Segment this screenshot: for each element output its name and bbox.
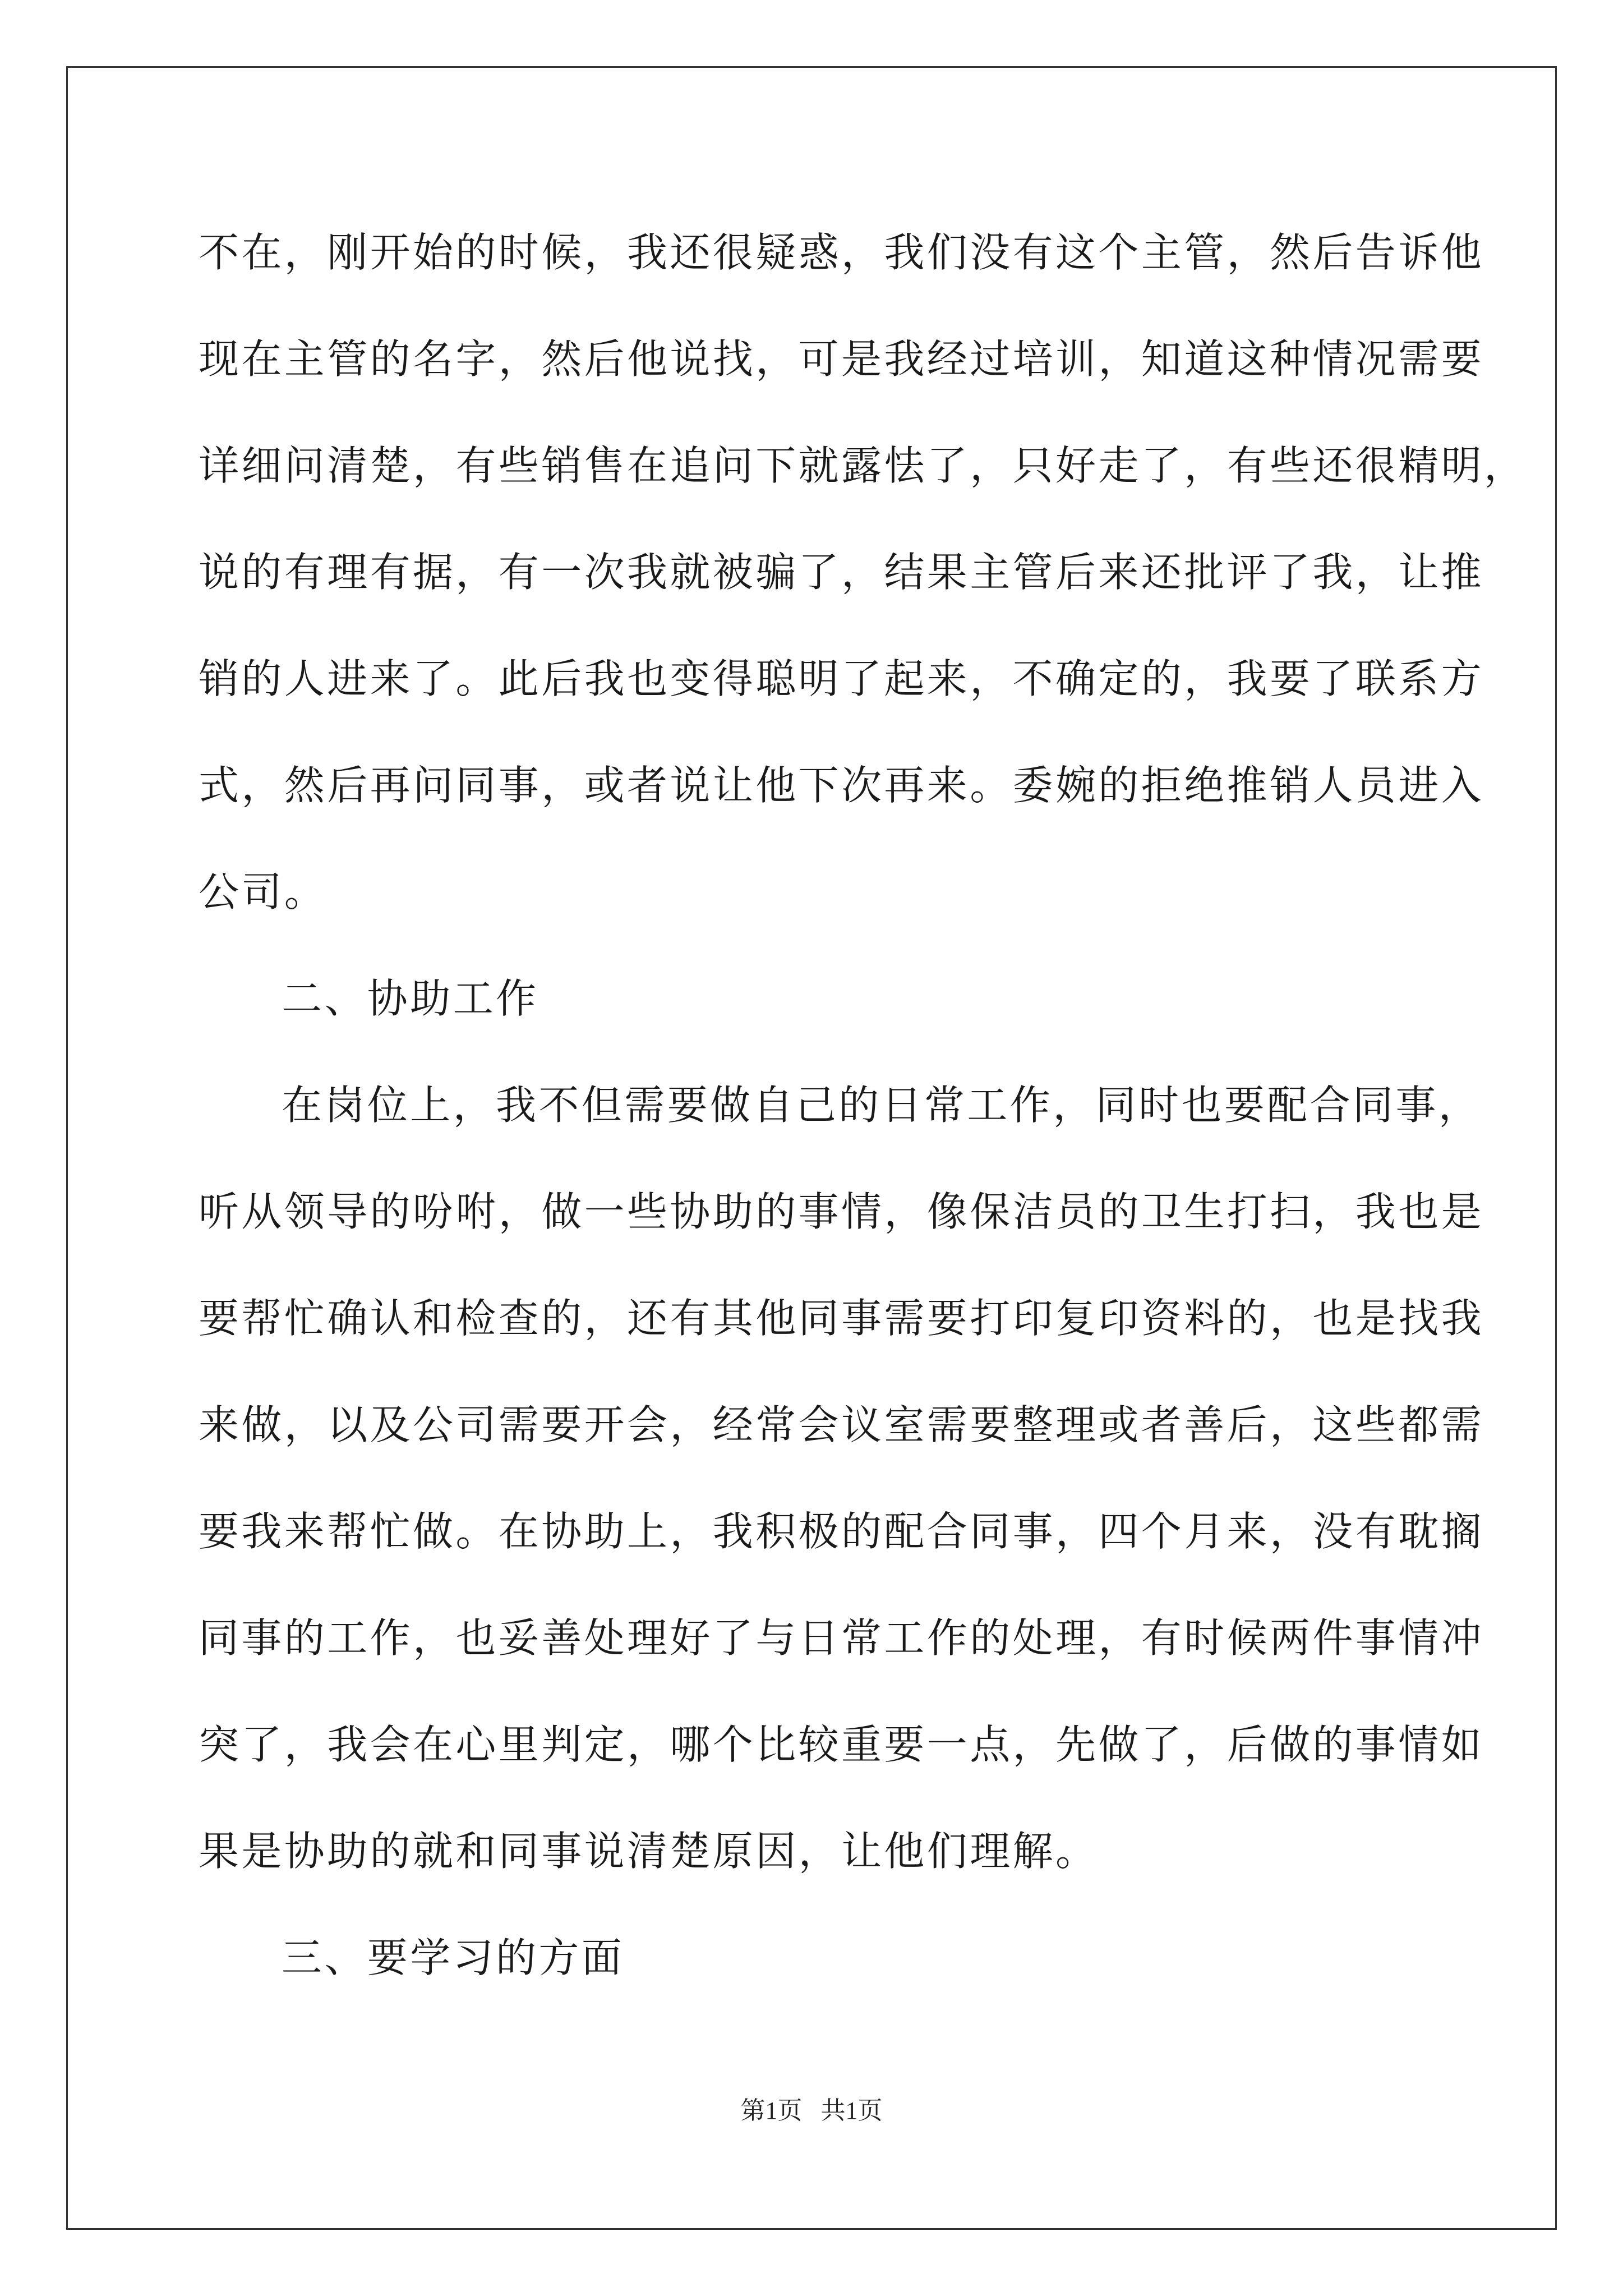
body-line: 销的人进来了。此后我也变得聪明了起来，不确定的，我要了联系方: [199, 655, 1484, 702]
body-line: 式，然后再问同事，或者说让他下次再来。委婉的拒绝推销人员进入: [199, 762, 1484, 809]
body-line: 突了，我会在心里判定，哪个比较重要一点，先做了，后做的事情如: [199, 1721, 1484, 1768]
body-line: 现在主管的名字，然后他说找，可是我经过培训，知道这种情况需要: [199, 335, 1484, 383]
body-line: 来做，以及公司需要开会，经常会议室需要整理或者善后，这些都需: [199, 1401, 1484, 1448]
body-line: 详细问清楚，有些销售在追问下就露怯了，只好走了，有些还很精明，: [199, 442, 1527, 489]
page-number-footer: 第1页 共1页: [740, 2097, 883, 2124]
section-heading-assist-work: 二、协助工作: [282, 975, 539, 1022]
body-line: 公司。: [199, 868, 328, 915]
body-line: 要帮忙确认和检查的，还有其他同事需要打印复印资料的，也是找我: [199, 1295, 1484, 1342]
body-line: 不在，刚开始的时候，我还很疑惑，我们没有这个主管，然后告诉他: [199, 229, 1484, 276]
document-body: [199, 210, 1527, 2022]
body-line: 果是协助的就和同事说清楚原因，让他们理解。: [199, 1828, 1099, 1875]
body-line: 说的有理有据，有一次我就被骗了，结果主管后来还批评了我，让推: [199, 549, 1484, 596]
body-line: 听从领导的吩咐，做一些协助的事情，像保洁员的卫生打扫，我也是: [199, 1188, 1484, 1235]
section-heading-learning: 三、要学习的方面: [282, 1934, 625, 1981]
body-line: 同事的工作，也妥善处理好了与日常工作的处理，有时候两件事情冲: [199, 1614, 1484, 1662]
body-line: 要我来帮忙做。在协助上，我积极的配合同事，四个月来，没有耽搁: [199, 1508, 1484, 1555]
body-line: 在岗位上，我不但需要做自己的日常工作，同时也要配合同事，: [282, 1082, 1482, 1129]
